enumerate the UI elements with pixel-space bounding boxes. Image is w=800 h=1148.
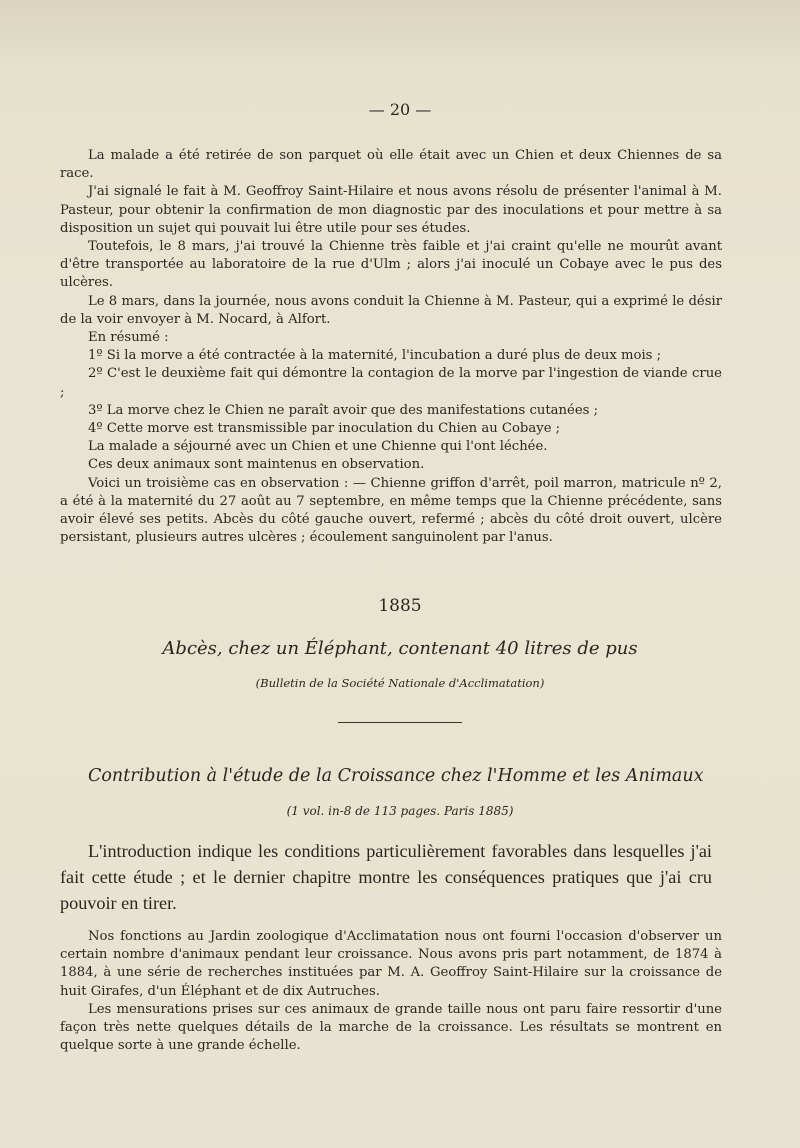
paragraph: Nos fonctions au Jardin zoologique d'Acclimatation nous ont fourni l'occasion d'observer un certain nombre d'animaux pendant leur croissance. Nous avons pris part notamment, de 1874 à 1884, à une série de recherches instituées par M. A. Geoffroy Saint-Hilaire sur la croissance de huit Girafes, d'un Éléphant et de dix Autruches. xyxy=(60,929,722,999)
list-item: 3º La morve chez le Chien ne paraît avoir que des manifestations cutanées ; xyxy=(88,402,599,418)
section-year: 1885 xyxy=(378,596,422,616)
paragraph: La malade a été retirée de son parquet où elle était avec un Chien et deux Chiennes de sa race. xyxy=(60,148,722,182)
paragraph: La malade a séjourné avec un Chien et une Chienne qui l'ont léchée. xyxy=(88,439,548,455)
paragraph: Toutefois, le 8 mars, j'ai trouvé la Chienne très faible et j'ai craint qu'elle ne mourût avant d'être transportée au laboratoire de la rue d'Ulm ; alors j'ai inoculé un Cobaye avec le pus des ulcères. xyxy=(60,239,722,291)
book-title: Contribution à l'étude de la Croissance chez l'Homme et les Animaux xyxy=(88,766,704,786)
paragraph: Le 8 mars, dans la journée, nous avons conduit la Chienne à M. Pasteur, qui a exprimé le désir de la voir envoyer à M. Nocard, à Alfort. xyxy=(60,293,722,327)
book-details: (1 vol. in-8 de 113 pages. Paris 1885) xyxy=(286,804,514,818)
list-item: 1º Si la morve a été contractée à la maternité, l'incubation a duré plus de deux mois ; xyxy=(88,348,662,364)
list-item: 2º C'est le deuxième fait qui démontre la contagion de la morve par l'ingestion de viande crue ; xyxy=(60,366,722,400)
divider xyxy=(338,722,462,723)
article-source: (Bulletin de la Société Nationale d'Acclimatation) xyxy=(255,676,545,690)
intro-paragraph: L'introduction indique les conditions particulièrement favorables dans lesquelles j'ai fait cette étude ; et le dernier chapitre montre les conséquences pratiques que j'ai cru pouvoir en tirer. xyxy=(60,841,712,913)
observation-text-block xyxy=(60,147,722,547)
article-title: Abcès, chez un Éléphant, contenant 40 litres de pus xyxy=(162,638,638,659)
paragraph: En résumé : xyxy=(88,330,169,346)
paragraph: J'ai signalé le fait à M. Geoffroy Saint-Hilaire et nous avons résolu de présenter l'animal à M. Pasteur, pour obtenir la confirmation de mon diagnostic par des inoculations et pour mettre à sa disposition un sujet qui pouvait lui être utile pour ses études. xyxy=(60,184,722,236)
list-item: 4º Cette morve est transmissible par inoculation du Chien au Cobaye ; xyxy=(88,421,561,437)
paragraph: Ces deux animaux sont maintenus en observation. xyxy=(88,457,425,473)
growth-text-block xyxy=(60,928,722,1055)
paragraph: Les mensurations prises sur ces animaux de grande taille nous ont paru faire ressortir d'une façon très nette quelques détails de la marche de la croissance. Les résultats se montrent en quelque sorte à une grande échelle. xyxy=(60,1001,722,1054)
paragraph: Voici un troisième cas en observation : — Chienne griffon d'arrêt, poil marron, matricule nº 2, a été à la maternité du 27 août au 7 septembre, en même temps que la Chienne précédente, sans avoir élevé ses petits. Abcès du côté gauche ouvert, refermé ; abcès du côté droit ouvert, ulcère persistant, plusieurs autres ulcères ; écoulement sanguinolent par l'anus. xyxy=(60,475,722,546)
page-number: — 20 — xyxy=(368,100,432,119)
